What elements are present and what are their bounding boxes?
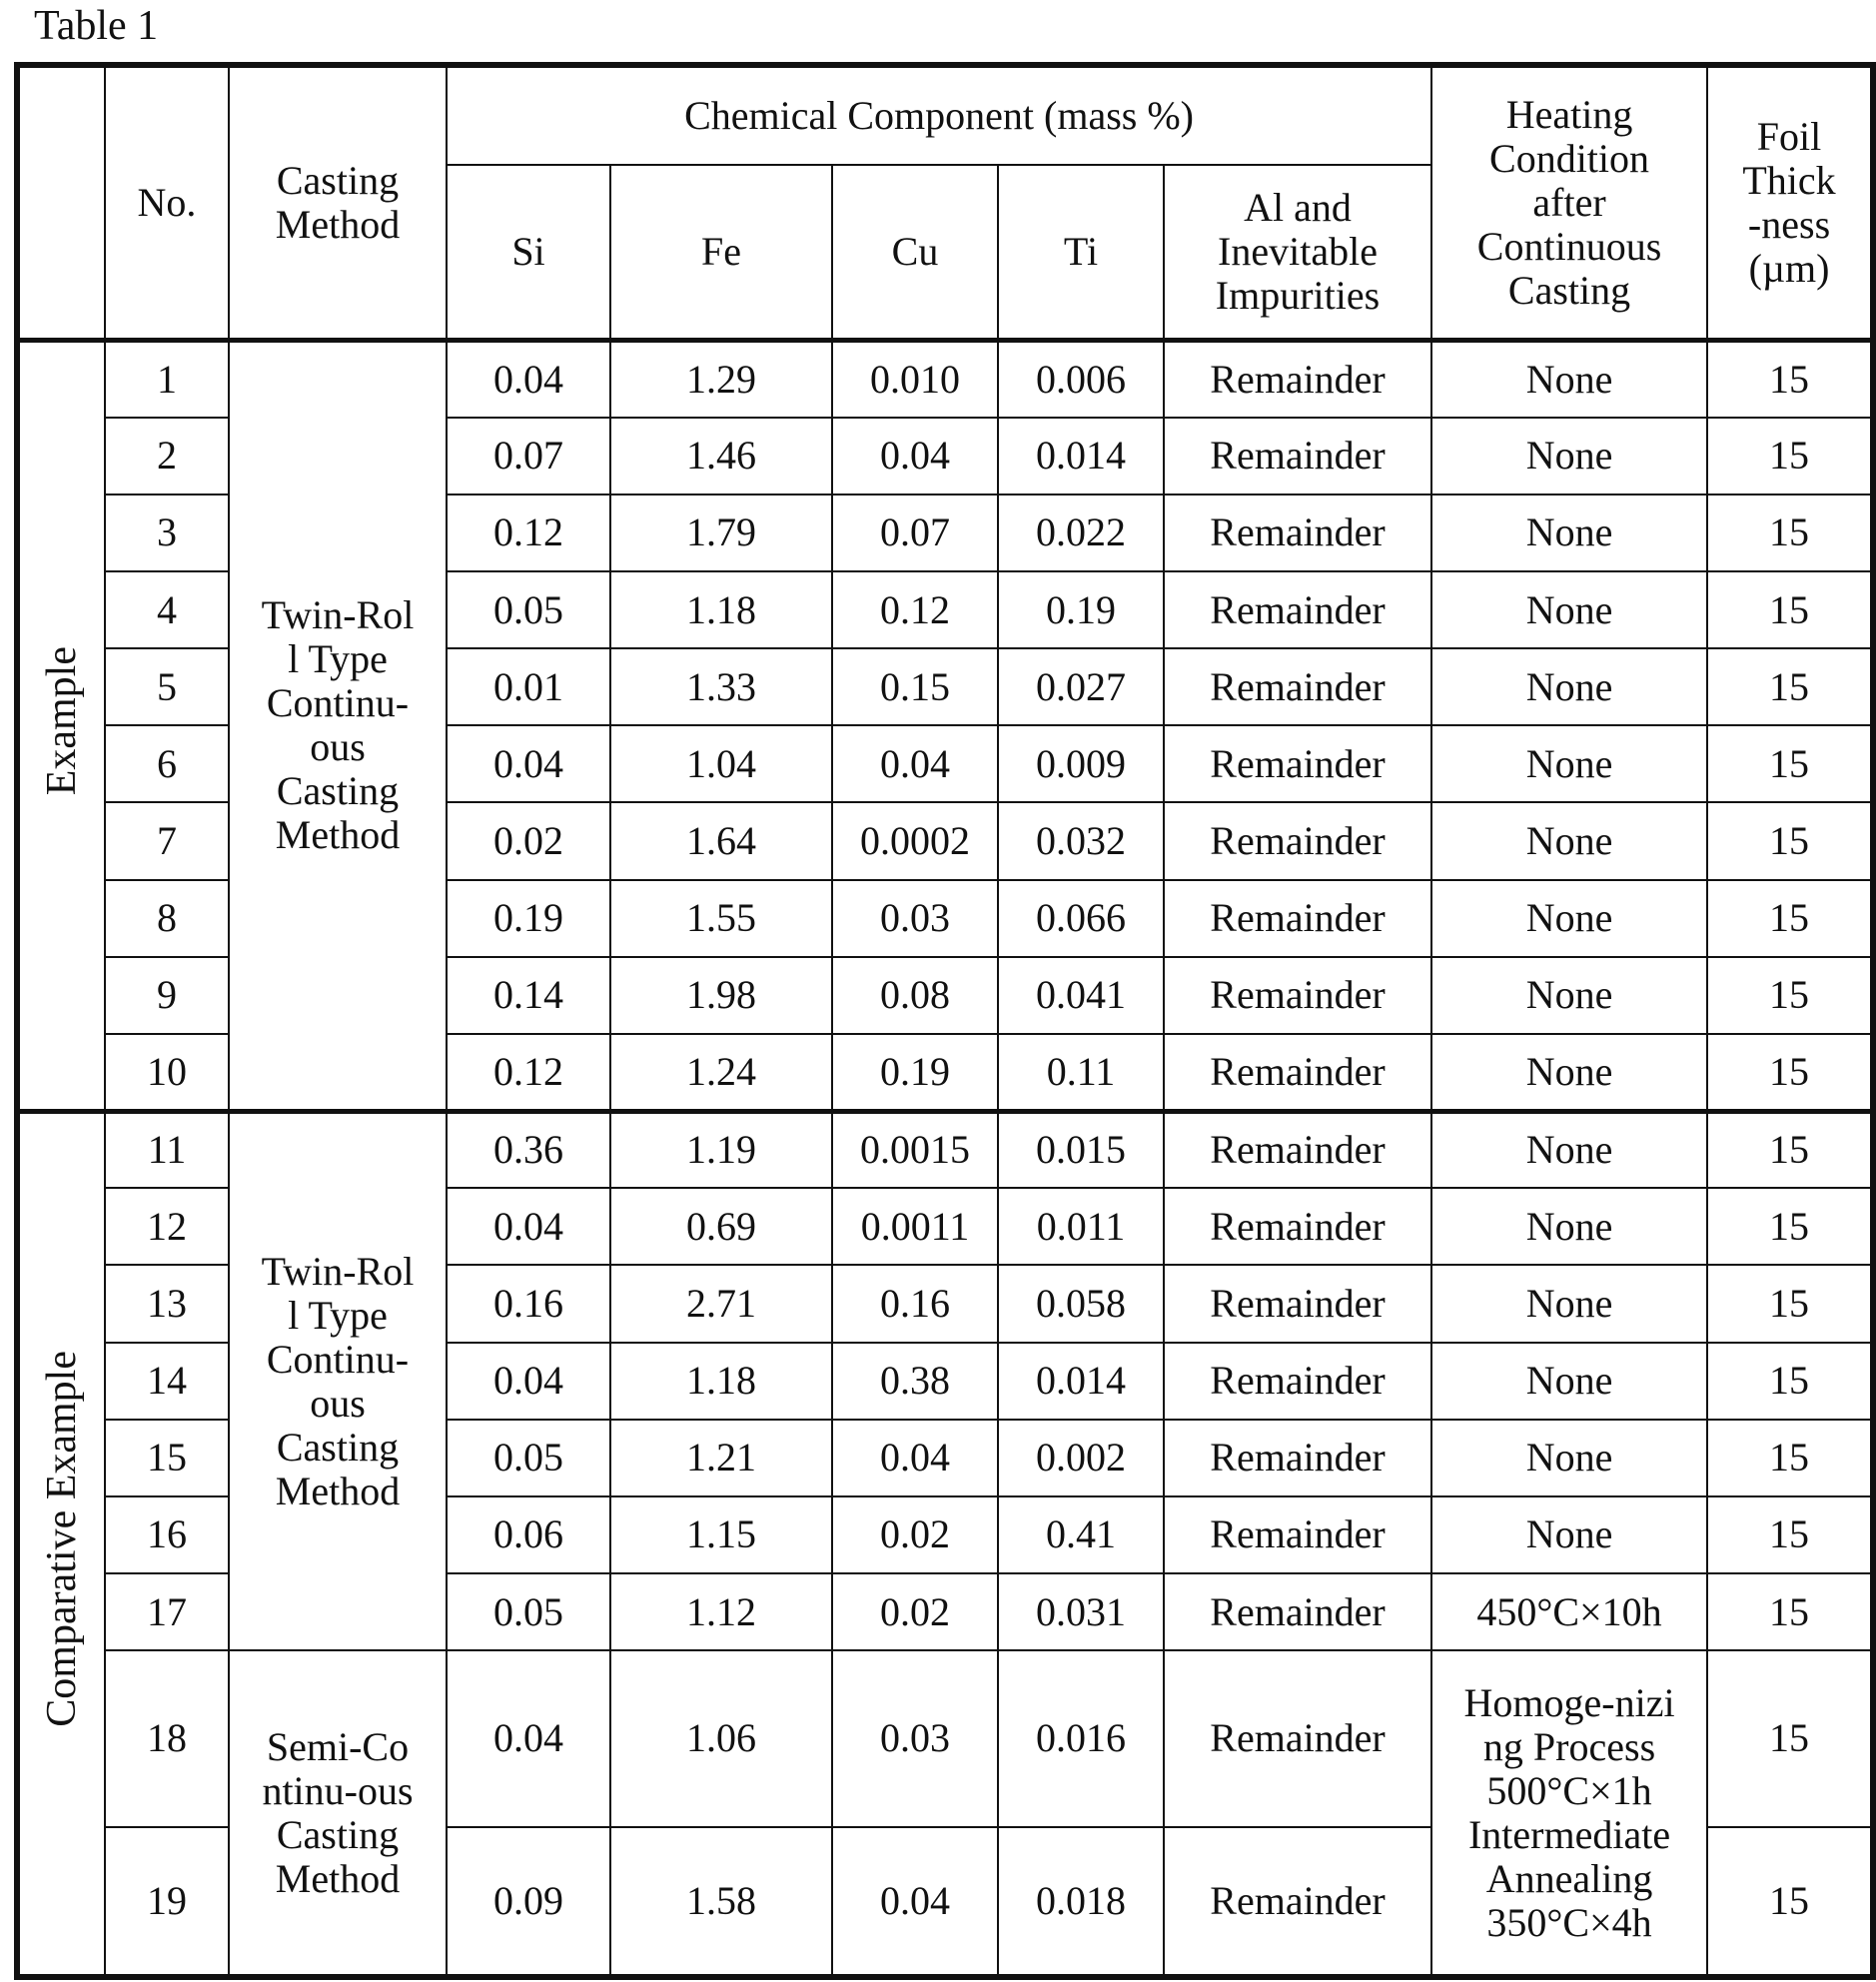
cell-al: Remainder [1164, 1496, 1431, 1573]
cell-fe: 1.12 [610, 1573, 832, 1650]
cell-heating: 450°C×10h [1431, 1573, 1707, 1650]
cell-al: Remainder [1164, 1034, 1431, 1111]
cell-fe: 1.58 [610, 1827, 832, 1977]
cell-heating: None [1431, 571, 1707, 648]
cell-heating: None [1431, 957, 1707, 1034]
cell-heating: None [1431, 1343, 1707, 1420]
cell-no: 9 [105, 957, 229, 1034]
cell-cu: 0.0015 [832, 1111, 998, 1188]
cell-fe: 1.21 [610, 1420, 832, 1496]
cell-ti: 0.066 [998, 880, 1164, 957]
cell-si: 0.06 [447, 1496, 610, 1573]
table-row [17, 341, 1873, 418]
header-heating-condition: Heating Condition after Continuous Casting [1431, 65, 1707, 341]
cell-heating: None [1431, 1111, 1707, 1188]
cell-si: 0.07 [447, 418, 610, 495]
cell-si: 0.04 [447, 1188, 610, 1265]
cell-fe: 1.79 [610, 495, 832, 571]
cell-no: 1 [105, 341, 229, 418]
cell-no: 13 [105, 1265, 229, 1342]
cell-fe: 1.04 [610, 725, 832, 802]
table-row [17, 1650, 1873, 1826]
cell-si: 0.12 [447, 495, 610, 571]
cell-casting-method: Twin-Rol l Type Continu- ous Casting Method [229, 341, 447, 1112]
cell-heating: None [1431, 802, 1707, 879]
cell-heating: None [1431, 1496, 1707, 1573]
cell-ti: 0.031 [998, 1573, 1164, 1650]
header-ti: Ti [998, 165, 1164, 341]
cell-cu: 0.04 [832, 725, 998, 802]
cell-cu: 0.010 [832, 341, 998, 418]
cell-heating: None [1431, 725, 1707, 802]
cell-no: 11 [105, 1111, 229, 1188]
cell-no: 17 [105, 1573, 229, 1650]
cell-no: 7 [105, 802, 229, 879]
cell-heating-process: Homoge-nizi ng Process 500°C×1h Intermediate Annealing 350°C×4h [1431, 1650, 1707, 1977]
cell-foil: 15 [1707, 1496, 1873, 1573]
cell-cu: 0.08 [832, 957, 998, 1034]
cell-si: 0.09 [447, 1827, 610, 1977]
cell-si: 0.04 [447, 1343, 610, 1420]
cell-al: Remainder [1164, 1343, 1431, 1420]
cell-foil: 15 [1707, 1188, 1873, 1265]
cell-si: 0.36 [447, 1111, 610, 1188]
cell-al: Remainder [1164, 341, 1431, 418]
cell-heating: None [1431, 418, 1707, 495]
cell-fe: 1.15 [610, 1496, 832, 1573]
cell-al: Remainder [1164, 1111, 1431, 1188]
cell-heating: None [1431, 1034, 1707, 1111]
cell-no: 15 [105, 1420, 229, 1496]
cell-al: Remainder [1164, 1650, 1431, 1826]
cell-ti: 0.006 [998, 341, 1164, 418]
cell-cu: 0.0002 [832, 802, 998, 879]
cell-no: 10 [105, 1034, 229, 1111]
cell-fe: 1.64 [610, 802, 832, 879]
cell-cu: 0.0011 [832, 1188, 998, 1265]
cell-foil: 15 [1707, 495, 1873, 571]
cell-si: 0.04 [447, 341, 610, 418]
cell-ti: 0.032 [998, 802, 1164, 879]
cell-foil: 15 [1707, 1034, 1873, 1111]
cell-foil: 15 [1707, 880, 1873, 957]
cell-al: Remainder [1164, 495, 1431, 571]
cell-si: 0.04 [447, 1650, 610, 1826]
cell-ti: 0.022 [998, 495, 1164, 571]
cell-al: Remainder [1164, 418, 1431, 495]
cell-ti: 0.19 [998, 571, 1164, 648]
cell-cu: 0.03 [832, 1650, 998, 1826]
cell-fe: 0.69 [610, 1188, 832, 1265]
cell-al: Remainder [1164, 648, 1431, 725]
cell-cu: 0.15 [832, 648, 998, 725]
cell-heating: None [1431, 1265, 1707, 1342]
cell-no: 2 [105, 418, 229, 495]
cell-ti: 0.058 [998, 1265, 1164, 1342]
cell-al: Remainder [1164, 571, 1431, 648]
cell-al: Remainder [1164, 957, 1431, 1034]
cell-fe: 1.55 [610, 880, 832, 957]
cell-casting-method: Twin-Rol l Type Continu- ous Casting Method [229, 1111, 447, 1650]
cell-al: Remainder [1164, 802, 1431, 879]
cell-foil: 15 [1707, 1827, 1873, 1977]
cell-fe: 1.18 [610, 571, 832, 648]
cell-ti: 0.011 [998, 1188, 1164, 1265]
cell-al: Remainder [1164, 725, 1431, 802]
cell-cu: 0.19 [832, 1034, 998, 1111]
cell-foil: 15 [1707, 1111, 1873, 1188]
table-caption: Table 1 [34, 0, 158, 52]
cell-al: Remainder [1164, 1265, 1431, 1342]
cell-si: 0.02 [447, 802, 610, 879]
cell-cu: 0.04 [832, 418, 998, 495]
group-label-comparative-example: Comparative Example [17, 1111, 105, 1977]
cell-cu: 0.38 [832, 1343, 998, 1420]
cell-no: 8 [105, 880, 229, 957]
cell-si: 0.19 [447, 880, 610, 957]
cell-ti: 0.002 [998, 1420, 1164, 1496]
cell-foil: 15 [1707, 725, 1873, 802]
cell-ti: 0.014 [998, 418, 1164, 495]
cell-cu: 0.16 [832, 1265, 998, 1342]
cell-ti: 0.018 [998, 1827, 1164, 1977]
cell-cu: 0.04 [832, 1420, 998, 1496]
cell-foil: 15 [1707, 957, 1873, 1034]
cell-cu: 0.02 [832, 1573, 998, 1650]
cell-no: 14 [105, 1343, 229, 1420]
cell-heating: None [1431, 1420, 1707, 1496]
cell-si: 0.05 [447, 571, 610, 648]
cell-ti: 0.015 [998, 1111, 1164, 1188]
cell-si: 0.01 [447, 648, 610, 725]
cell-al: Remainder [1164, 1827, 1431, 1977]
cell-si: 0.14 [447, 957, 610, 1034]
table-row [17, 1111, 1873, 1188]
cell-fe: 1.29 [610, 341, 832, 418]
cell-heating: None [1431, 341, 1707, 418]
header-al-impurities: Al and Inevitable Impurities [1164, 165, 1431, 341]
cell-foil: 15 [1707, 1573, 1873, 1650]
header-casting-method: Casting Method [229, 65, 447, 341]
cell-heating: None [1431, 648, 1707, 725]
cell-no: 19 [105, 1827, 229, 1977]
cell-no: 3 [105, 495, 229, 571]
composition-table [14, 62, 1876, 1980]
cell-si: 0.04 [447, 725, 610, 802]
header-foil-thickness: Foil Thick -ness (µm) [1707, 65, 1873, 341]
group-label-example: Example [17, 341, 105, 1112]
cell-ti: 0.009 [998, 725, 1164, 802]
cell-si: 0.05 [447, 1420, 610, 1496]
cell-fe: 1.46 [610, 418, 832, 495]
cell-ti: 0.014 [998, 1343, 1164, 1420]
cell-foil: 15 [1707, 802, 1873, 879]
cell-cu: 0.04 [832, 1827, 998, 1977]
cell-no: 18 [105, 1650, 229, 1826]
cell-no: 4 [105, 571, 229, 648]
cell-si: 0.05 [447, 1573, 610, 1650]
cell-casting-method: Semi-Co ntinu-ous Casting Method [229, 1650, 447, 1977]
cell-ti: 0.016 [998, 1650, 1164, 1826]
cell-foil: 15 [1707, 1343, 1873, 1420]
cell-foil: 15 [1707, 1265, 1873, 1342]
header-chemical-component: Chemical Component (mass %) [447, 65, 1431, 165]
cell-fe: 1.24 [610, 1034, 832, 1111]
cell-ti: 0.11 [998, 1034, 1164, 1111]
cell-ti: 0.41 [998, 1496, 1164, 1573]
cell-fe: 1.19 [610, 1111, 832, 1188]
cell-no: 5 [105, 648, 229, 725]
cell-heating: None [1431, 880, 1707, 957]
header-fe: Fe [610, 165, 832, 341]
cell-si: 0.16 [447, 1265, 610, 1342]
cell-foil: 15 [1707, 571, 1873, 648]
cell-fe: 1.33 [610, 648, 832, 725]
cell-fe: 1.18 [610, 1343, 832, 1420]
header-group-blank [17, 65, 105, 341]
cell-heating: None [1431, 495, 1707, 571]
cell-no: 16 [105, 1496, 229, 1573]
header-si: Si [447, 165, 610, 341]
cell-heating: None [1431, 1188, 1707, 1265]
cell-foil: 15 [1707, 1420, 1873, 1496]
header-no: No. [105, 65, 229, 341]
cell-al: Remainder [1164, 1420, 1431, 1496]
cell-al: Remainder [1164, 1573, 1431, 1650]
cell-foil: 15 [1707, 418, 1873, 495]
header-cu: Cu [832, 165, 998, 341]
cell-foil: 15 [1707, 1650, 1873, 1826]
cell-no: 6 [105, 725, 229, 802]
cell-cu: 0.03 [832, 880, 998, 957]
cell-al: Remainder [1164, 1188, 1431, 1265]
cell-fe: 1.06 [610, 1650, 832, 1826]
cell-fe: 1.98 [610, 957, 832, 1034]
cell-si: 0.12 [447, 1034, 610, 1111]
cell-cu: 0.07 [832, 495, 998, 571]
cell-cu: 0.02 [832, 1496, 998, 1573]
cell-fe: 2.71 [610, 1265, 832, 1342]
cell-al: Remainder [1164, 880, 1431, 957]
cell-cu: 0.12 [832, 571, 998, 648]
cell-ti: 0.041 [998, 957, 1164, 1034]
cell-foil: 15 [1707, 648, 1873, 725]
cell-ti: 0.027 [998, 648, 1164, 725]
cell-foil: 15 [1707, 341, 1873, 418]
cell-no: 12 [105, 1188, 229, 1265]
